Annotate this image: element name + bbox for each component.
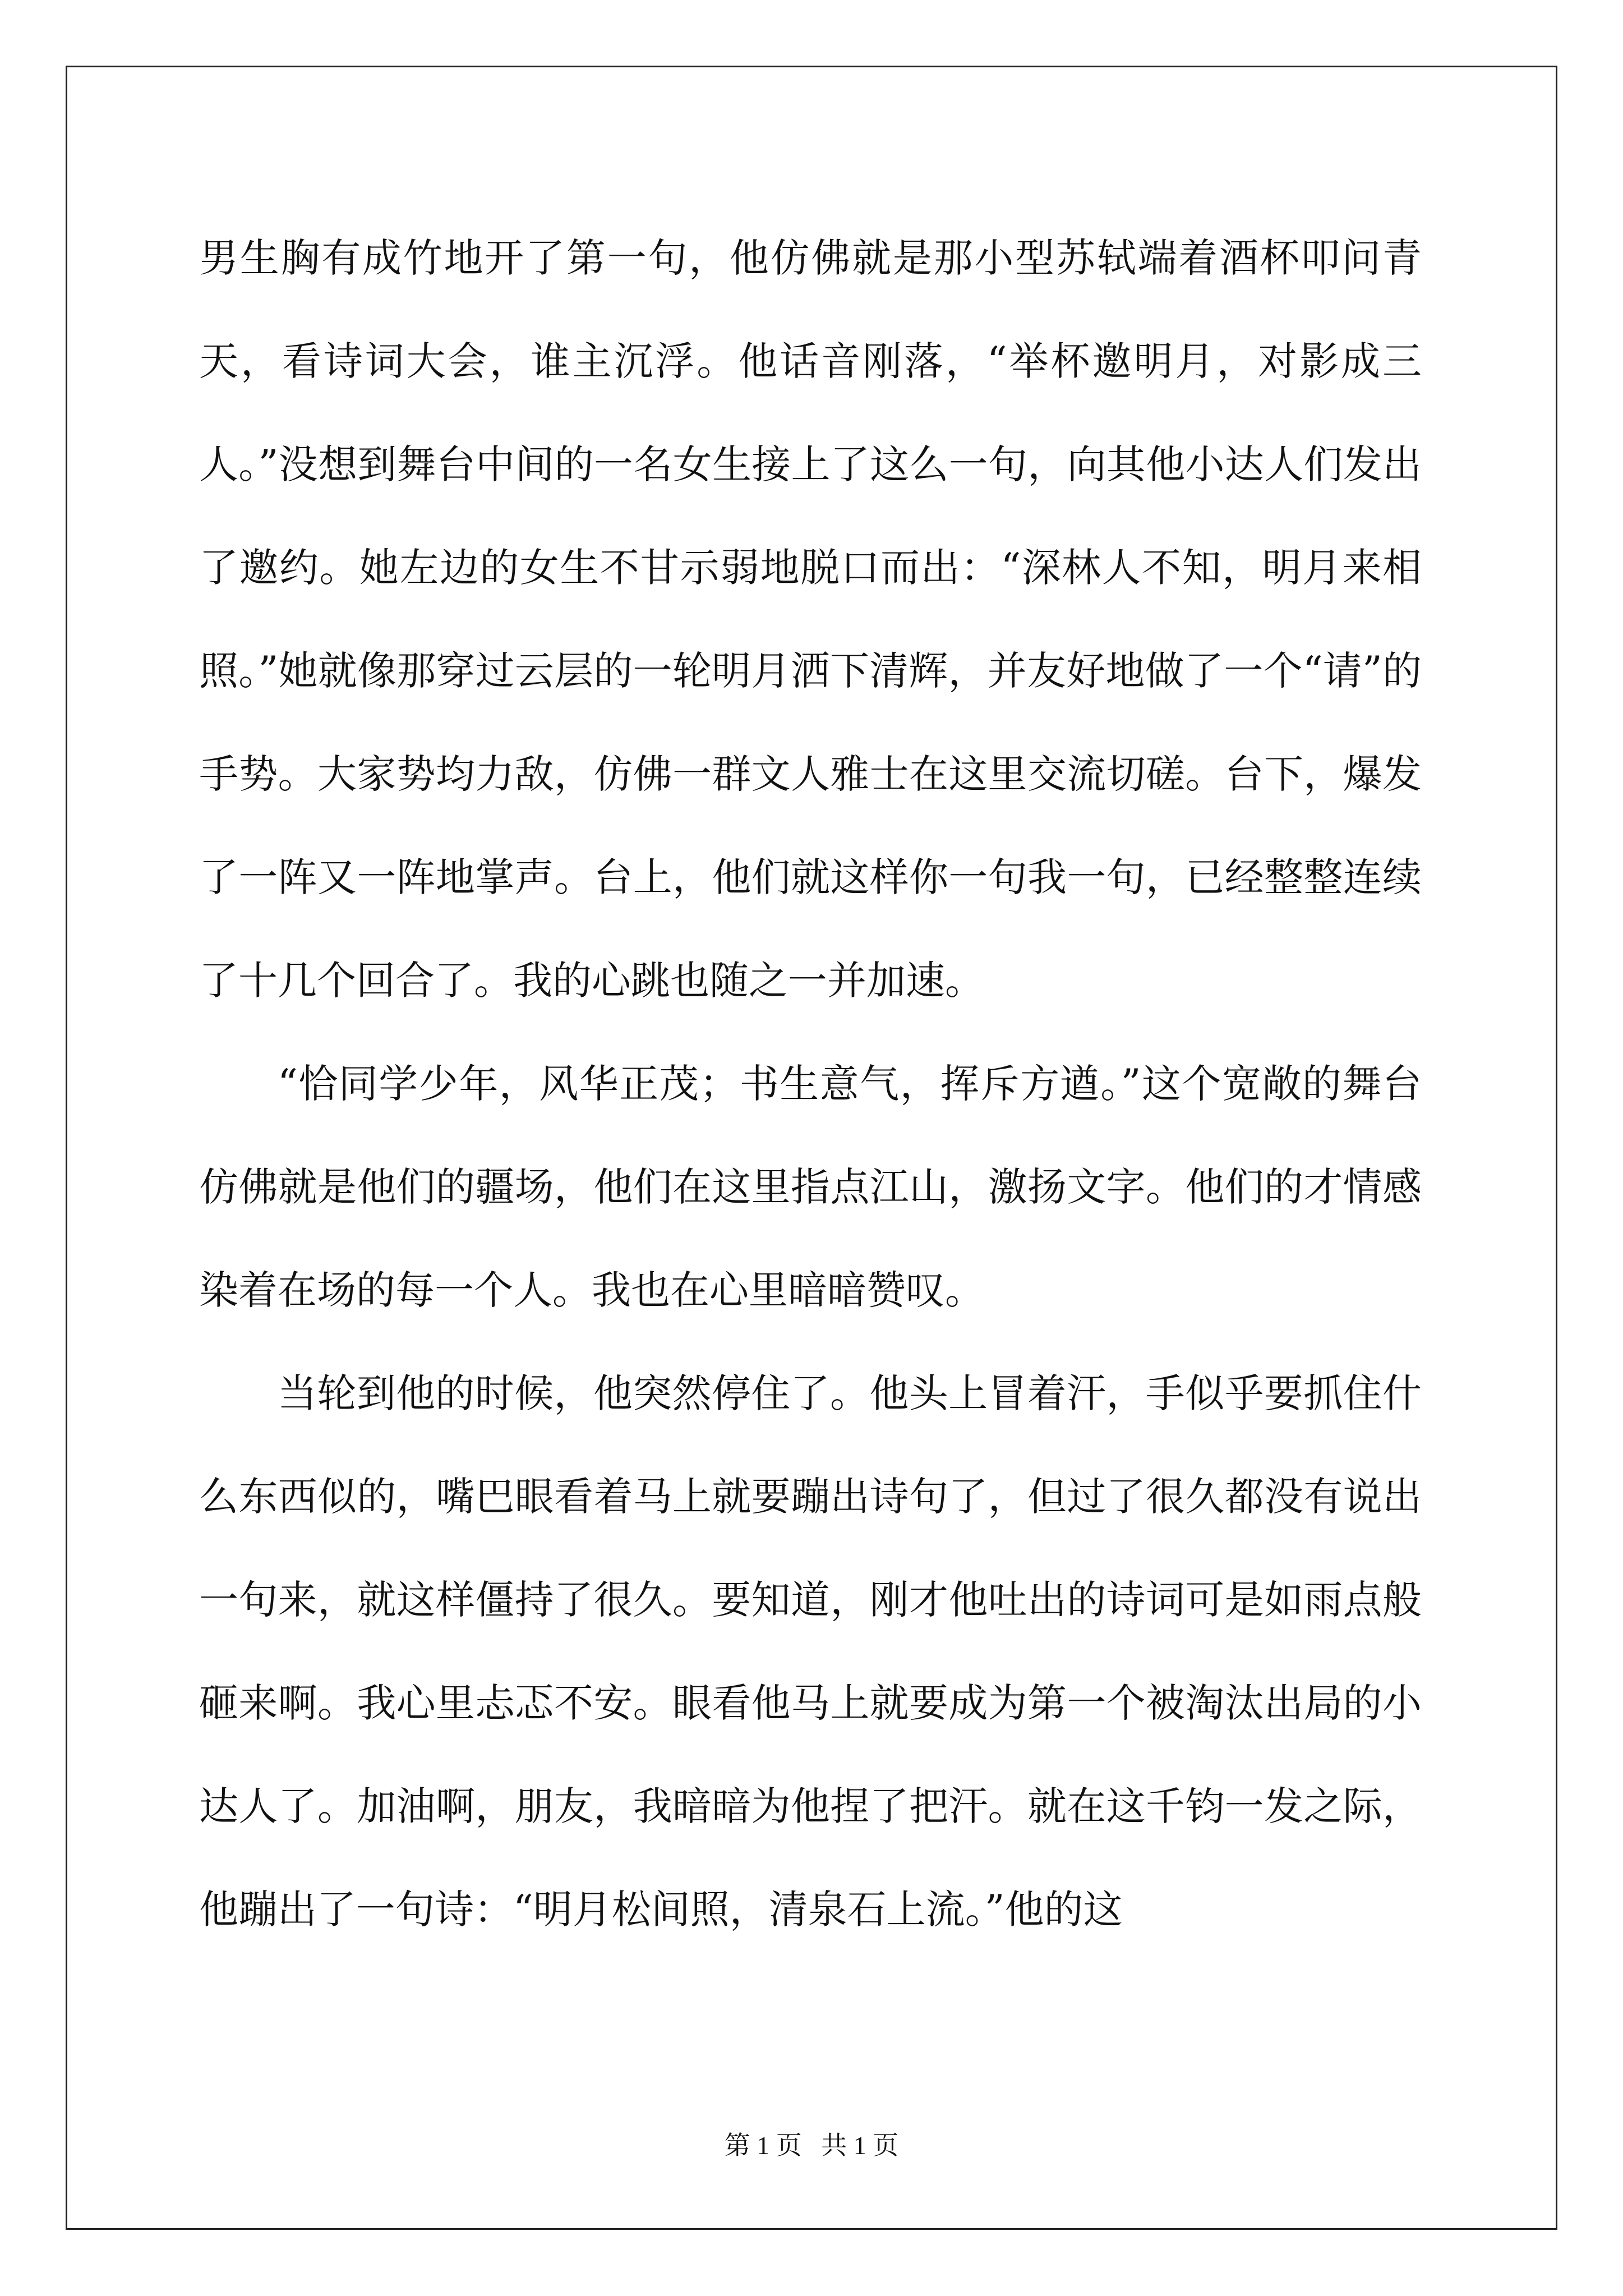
- page-number: 第 1 页: [724, 2131, 802, 2160]
- document-body: [199, 206, 1422, 1961]
- total-pages: 共 1 页: [821, 2131, 899, 2160]
- page-footer: [0, 2129, 1623, 2162]
- footer-spacer: [802, 2131, 822, 2160]
- paragraph-1: 男生胸有成竹地开了第一句，他仿佛就是那小型苏轼端着酒杯叩问青天，看诗词大会，谁主沉浮。他话音刚落，“举杯邀明月，对影成三人。”没想到舞台中间的一名女生接上了这么一句，向其他小达人们发出了邀约。她左边的女生不甘示弱地脱口而出：“深林人不知，明月来相照。”她就像那穿过云层的一轮明月洒下清辉，并友好地做了一个“请”的手势。大家势均力敌，仿佛一群文人雅士在这里交流切磋。台下，爆发了一阵又一阵地掌声。台上，他们就这样你一句我一句，已经整整连续了十几个回合了。我的心跳也随之一并加速。: [199, 235, 1422, 1004]
- paragraph-3: 当轮到他的时候，他突然停住了。他头上冒着汗，手似乎要抓住什么东西似的，嘴巴眼看着马上就要蹦出诗句了，但过了很久都没有说出一句来，就这样僵持了很久。要知道，刚才他吐出的诗词可是如雨点般砸来啊。我心里忐忑不安。眼看他马上就要成为第一个被淘汰出局的小达人了。加油啊，朋友，我暗暗为他捏了把汗。就在这千钧一发之际，他蹦出了一句诗：“明月松间照，清泉石上流。”他的这: [199, 1370, 1422, 1932]
- paragraph-2: “恰同学少年，风华正茂；书生意气，挥斥方遒。”这个宽敞的舞台仿佛就是他们的疆场，他们在这里指点江山，激扬文字。他们的才情感染着在场的每一个人。我也在心里暗暗赞叹。: [199, 1061, 1422, 1313]
